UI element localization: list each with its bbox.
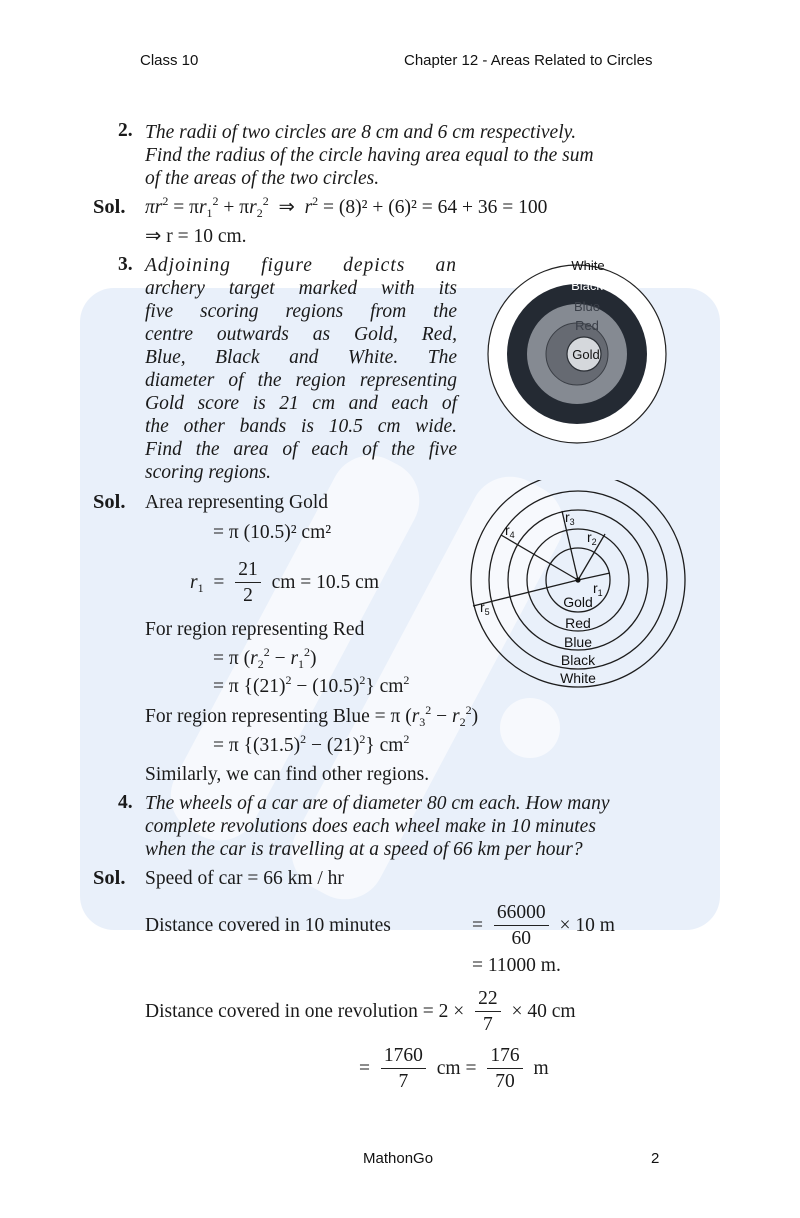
radius-label-r1: $r_1$ <box>593 580 603 598</box>
distance-10min-equation: = $\frac{66000}{60}$ × 10 m <box>472 900 615 952</box>
ring-label-black: Black <box>560 652 596 668</box>
question-number-2: 2. <box>118 120 133 141</box>
target-label-black: Black <box>571 278 603 293</box>
fraction <box>487 1044 522 1095</box>
solution-label: Sol. <box>93 867 126 889</box>
watermark-dot <box>500 698 560 758</box>
numerator: 21 <box>235 558 261 583</box>
target-label-blue: Blue <box>573 299 601 314</box>
ring-label-white: White <box>560 670 596 686</box>
r1-subscript: 1 <box>197 581 204 595</box>
distance-multiplier: × 10 m <box>559 915 615 936</box>
r1-equation: $r_1$ = $\frac{21}{2}$ cm = 10.5 cm <box>190 557 379 609</box>
blue-area-heading: For region representing Blue = π $(r_3^2 - r_2^2)$ <box>145 703 479 729</box>
question-4-line: when the car is travelling at a speed of 66 km per hour? <box>145 839 583 860</box>
ring-label-gold: Gold <box>563 594 593 610</box>
r1-value: cm = 10.5 cm <box>271 572 379 593</box>
numerator: 176 <box>487 1044 522 1069</box>
question-3-line: Blue, Black and White. The <box>145 347 457 368</box>
red-area-formula: = π $(r_2^2 - r_1^2)$ <box>213 645 317 671</box>
question-3-line: scoring regions. <box>145 462 272 483</box>
archery-target-figure <box>480 255 680 455</box>
blue-area-equation: = π $\{(31.5)^2 - (21)^2\}$ $cm^2$ <box>213 732 410 756</box>
fraction <box>475 987 501 1038</box>
question-2-line: of the areas of the two circles. <box>145 168 380 189</box>
radius-label-r3: $r_3$ <box>565 509 575 527</box>
similarly-note: Similarly, we can find other regions. <box>145 764 430 785</box>
solution-label: Sol. <box>93 196 126 218</box>
solution-2-equation: $\pi r^2 = \pi r_1^2 + \pi r_2^2$ ⇒ $r^2 = (8)^2 + (6)^2 = 64 + 36 = 100$ <box>145 194 548 220</box>
target-label-gold: Gold <box>572 347 600 362</box>
fraction <box>494 901 549 952</box>
radius-label-r4: $r_4$ <box>505 522 515 540</box>
question-3-line: Find the area of each of the five <box>145 439 457 460</box>
r1-symbol: r <box>190 572 198 593</box>
question-number-3: 3. <box>118 254 133 275</box>
unit-cm: cm = <box>436 1058 477 1079</box>
revolution-label: Distance covered in one revolution = 2 × <box>145 1001 465 1022</box>
question-number-4: 4. <box>118 792 133 813</box>
question-3-line: archery target marked with its <box>145 278 457 299</box>
numerator: 66000 <box>494 901 549 926</box>
speed-line: Speed of car = 66 km / hr <box>145 868 344 889</box>
page-number: 2 <box>651 1150 660 1167</box>
question-4-line: The wheels of a car are of diameter 80 cm each. How many <box>145 793 610 814</box>
denominator: 70 <box>495 1071 515 1093</box>
ring-label-red: Red <box>565 615 591 631</box>
revolution-distance-result: = $\frac{1760}{7}$ cm = $\frac{176}{70}$ m <box>359 1043 549 1095</box>
footer-brand: MathonGo <box>363 1150 434 1167</box>
question-3-line: five scoring regions from the <box>145 301 457 322</box>
fraction <box>381 1044 426 1095</box>
numerator: 22 <box>475 987 501 1012</box>
target-label-red: Red <box>575 318 599 333</box>
target-label-white: White <box>571 258 605 273</box>
question-3-line: the other bands is 10.5 cm wide. <box>145 416 457 437</box>
question-3-line: centre outwards as Gold, Red, <box>145 324 457 345</box>
question-3-line: diameter of the region representing <box>145 370 457 391</box>
header-class: Class 10 <box>140 52 199 69</box>
denominator: 60 <box>511 928 531 950</box>
question-3-line: Adjoining figure depicts an <box>145 255 457 276</box>
solution-2-result: = (8)² + (6)² = 64 + 36 = 100 <box>323 197 548 218</box>
question-4-line: complete revolutions does each wheel make in 10 minutes <box>145 816 596 837</box>
radius-label-r2: $r_2$ <box>587 529 597 547</box>
ring-label-blue: Blue <box>563 634 593 650</box>
fraction <box>235 558 261 609</box>
header-chapter: Chapter 12 - Areas Related to Circles <box>404 52 653 69</box>
question-3-line: Gold score is 21 cm and each of <box>145 393 457 414</box>
red-area-heading: For region representing Red <box>145 619 365 640</box>
question-2-line: Find the radius of the circle having area equal to the sum <box>145 145 594 166</box>
revolution-multiplier: × 40 cm <box>511 1001 576 1022</box>
red-area-equation: = π $\{(21)^2 - (10.5)^2\}$ $cm^2$ <box>213 673 410 697</box>
gold-area-heading: Area representing Gold <box>145 492 329 513</box>
question-2-line: The radii of two circles are 8 cm and 6 cm respectively. <box>145 122 577 143</box>
numerator: 1760 <box>381 1044 426 1069</box>
distance-10min-result: = 11000 m. <box>472 955 561 976</box>
denominator: 7 <box>483 1014 493 1036</box>
radius-label-r5: $r_5$ <box>480 599 490 617</box>
denominator: 7 <box>398 1071 409 1093</box>
gold-area-equation: = π (10.5)² cm² <box>213 522 332 543</box>
denominator: 2 <box>243 585 253 607</box>
revolution-distance-equation <box>145 986 576 1038</box>
distance-10min-label: Distance covered in 10 minutes <box>145 915 391 936</box>
solution-label: Sol. <box>93 491 126 513</box>
solution-2-answer: ⇒ r = 10 cm. <box>145 226 247 247</box>
unit-m: m <box>533 1058 549 1079</box>
ring-radii-diagram <box>460 480 700 700</box>
